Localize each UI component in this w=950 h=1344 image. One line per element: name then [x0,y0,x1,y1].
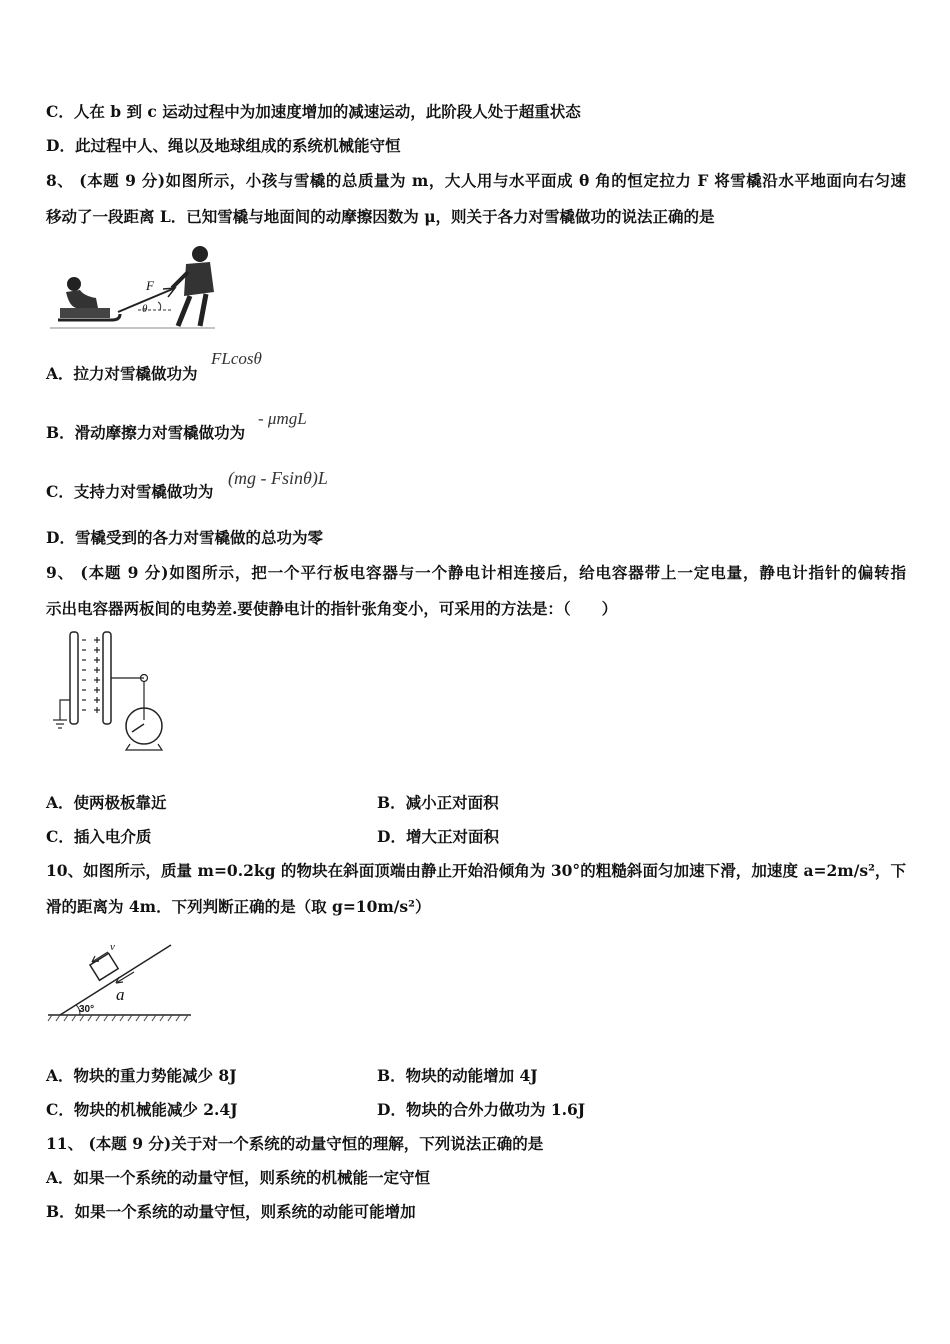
capacitor-electroscope-figure [48,628,173,753]
angle-arc [158,302,161,310]
q9-option-a: A．使两极板靠近 [46,793,167,812]
q8-option-b: B．滑动摩擦力对雪橇做功为 [46,423,246,442]
q9-stem-line1: 9、 (本题 9 分)如图所示，把一个平行板电容器与一个静电计相连接后，给电容器带上一定电量，静电计指针的偏转指 [46,563,906,582]
q11-stem: 11、 (本题 9 分)关于对一个系统的动量守恒的理解，下列说法正确的是 [46,1134,544,1153]
q10-stem-line2: 滑的距离为 4m．下列判断正确的是（取 g=10m/s²） [46,897,431,916]
velocity-label: v [110,941,115,953]
incline-figure [46,930,196,1030]
q10-option-c: C．物块的机械能减少 2.4J [46,1100,238,1119]
sled-body [60,308,110,318]
child-body [66,290,98,308]
incline-surface [60,945,171,1015]
child-head [67,277,81,291]
right-plate [103,632,111,724]
left-plate [70,632,78,724]
adult-head [192,246,208,262]
q8-stem-line2: 移动了一段距离 L．已知雪橇与地面间的动摩擦因数为 μ，则关于各力对雪橇做功的说法正确的是 [46,207,715,226]
adult-legs [178,294,206,326]
electroscope-needle [132,724,144,732]
adult-coat [184,262,214,296]
q9-option-c: C．插入电介质 [46,827,152,846]
q8-option-c-formula: (mg - Fsinθ)L [228,468,328,488]
positive-charges [94,637,100,713]
q10-option-a: A．物块的重力势能减少 8J [46,1066,237,1085]
electroscope-base [126,744,162,750]
q11-option-b: B．如果一个系统的动量守恒，则系统的动能可能增加 [46,1202,416,1221]
acceleration-label: a [116,985,125,1004]
theta-label: θ [142,303,148,315]
ground-hatching [48,1015,188,1021]
q8-option-b-formula: - μmgL [258,409,307,428]
ground-wire [60,700,70,720]
force-label: F [146,278,154,293]
q7-option-c: C．人在 b 到 c 运动过程中为加速度增加的减速运动，此阶段人处于超重状态 [46,102,581,121]
q9-option-b: B．减小正对面积 [377,793,499,812]
q8-option-c: C．支持力对雪橇做功为 [46,482,214,501]
q8-option-a: A．拉力对雪橇做功为 [46,364,198,383]
q10-stem-line1: 10、如图所示，质量 m=0.2kg 的物块在斜面顶端由静止开始沿倾角为 30°的粗糙斜面匀加速下滑，加速度 a=2m/s²，下 [46,861,906,880]
negative-charges [82,640,86,710]
q7-option-d: D．此过程中人、绳以及地球组成的系统机械能守恒 [46,136,401,155]
sled-figure [50,240,220,335]
q10-option-d: D．物块的合外力做功为 1.6J [377,1100,586,1119]
q9-stem-line2: 示出电容器两板间的电势差.要使静电计的指针张角变小，可采用的方法是：（ ） [46,599,618,618]
q8-stem-line1: 8、 (本题 9 分)如图所示，小孩与雪橇的总质量为 m，大人用与水平面成 θ 角的恒定拉力 F 将雪橇沿水平地面向右匀速 [46,171,906,190]
q10-option-b: B．物块的动能增加 4J [377,1066,538,1085]
q8-option-a-formula: FLcosθ [211,349,262,368]
q8-option-d: D．雪橇受到的各力对雪橇做的总功为零 [46,528,323,547]
q11-option-a: A．如果一个系统的动量守恒，则系统的机械能一定守恒 [46,1168,431,1187]
angle-label: 30° [79,1004,95,1015]
q9-option-d: D．增大正对面积 [377,827,499,846]
